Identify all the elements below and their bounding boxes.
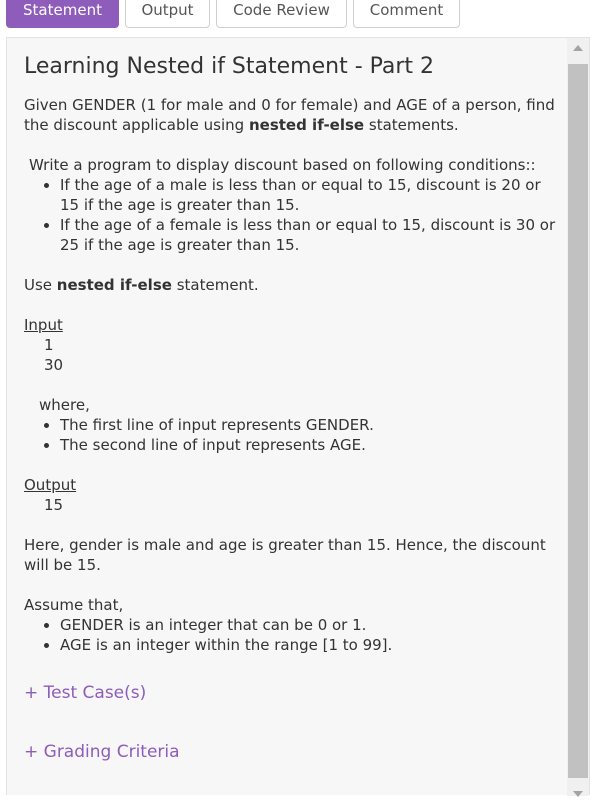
list-item: • GENDER is an integer that can be 0 or 1. (60, 615, 559, 635)
list-item: • The second line of input represents AGE. (60, 435, 559, 455)
tab-statement[interactable]: Statement (6, 0, 119, 28)
assume-label: Assume that, (24, 596, 124, 614)
tab-bar (0, 0, 603, 30)
problem-intro: Given GENDER (1 for male and 0 for female) and AGE of a person, find the discount applicable using nested if-else statements. (24, 96, 555, 134)
conditions-list (24, 175, 559, 255)
vertical-scrollbar[interactable] (567, 38, 589, 796)
where-list (24, 415, 559, 455)
explanation-text: Here, gender is male and age is greater than 15. Hence, the discount will be 15. (24, 536, 546, 574)
use-statement: Use nested if-else statement. (24, 276, 259, 294)
list-item: • If the age of a female is less than or equal to 15, discount is 30 or 25 if the age is greater than 15. (60, 215, 559, 255)
triangle-up-icon[interactable] (567, 38, 589, 58)
list-item: • The first line of input represents GENDER. (60, 415, 559, 435)
scrollbar-thumb[interactable] (568, 64, 588, 778)
input-line: 1 (44, 336, 54, 354)
assume-list (24, 615, 559, 655)
input-line: 30 (44, 356, 64, 374)
grading-criteria-link[interactable]: + Grading Criteria (24, 742, 180, 762)
list-item: • AGE is an integer within the range [1 to 99]. (60, 635, 559, 655)
problem-title: Learning Nested if Statement - Part 2 (24, 54, 435, 79)
statement-panel (6, 37, 590, 795)
input-label: Input (24, 316, 63, 334)
statement-content (24, 52, 559, 764)
tab-output[interactable]: Output (125, 0, 210, 28)
tab-code-review[interactable]: Code Review (216, 0, 347, 28)
list-item: • If the age of a male is less than or equal to 15, discount is 20 or 15 if the age is greater than 15. (60, 175, 559, 215)
conditions-heading: Write a program to display discount based on following conditions:: (29, 156, 536, 174)
where-label: where, (39, 396, 90, 414)
tab-comment[interactable]: Comment (353, 0, 460, 28)
output-value: 15 (44, 496, 64, 514)
test-cases-link[interactable]: + Test Case(s) (24, 683, 147, 703)
output-label: Output (24, 476, 77, 494)
triangle-down-icon[interactable] (567, 784, 589, 804)
